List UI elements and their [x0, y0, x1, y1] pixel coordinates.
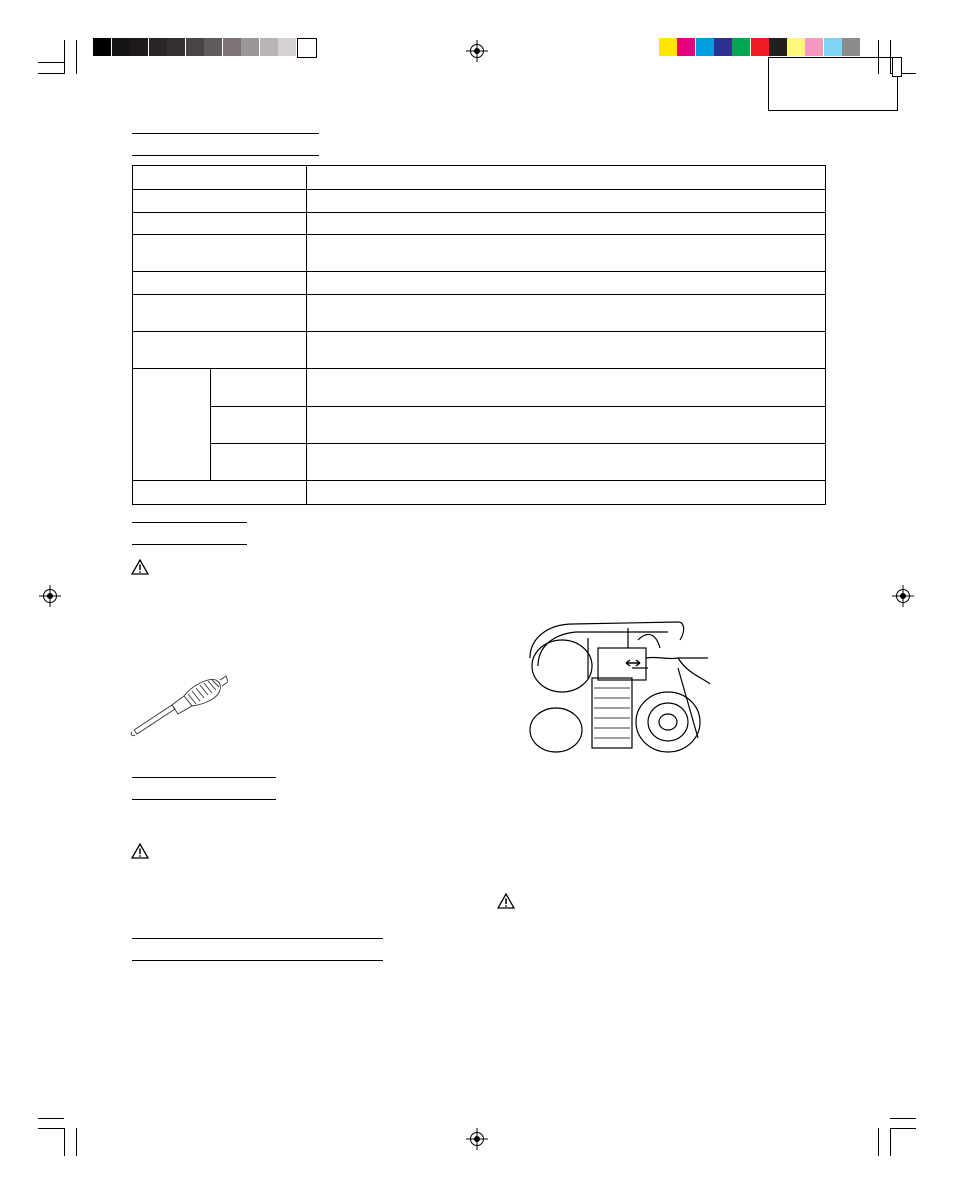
registration-crosshair-icon — [892, 585, 914, 607]
table-cell — [307, 213, 826, 235]
registration-crosshair-icon — [466, 40, 488, 62]
table-row — [133, 295, 826, 332]
table-row — [133, 213, 826, 235]
table-cell — [307, 272, 826, 295]
table-cell — [307, 369, 826, 407]
table-cell — [133, 166, 307, 190]
color-swatch — [186, 38, 204, 56]
table-cell — [211, 369, 307, 407]
crop-mark — [890, 1128, 891, 1156]
crop-mark — [64, 1128, 65, 1156]
registration-crosshair-icon — [39, 585, 61, 607]
table-cell — [211, 444, 307, 481]
color-swatch — [751, 38, 769, 56]
table-cell — [133, 369, 211, 481]
table-row — [133, 235, 826, 272]
crop-mark — [890, 1128, 916, 1129]
color-swatch — [696, 38, 714, 56]
table-row — [133, 166, 826, 190]
color-swatch — [260, 38, 278, 56]
table-cell — [133, 235, 307, 272]
table-cell — [133, 481, 307, 505]
registration-crosshair-icon — [466, 1128, 488, 1150]
color-swatch — [223, 38, 241, 56]
crop-mark — [64, 40, 65, 74]
crop-mark — [878, 1128, 879, 1156]
table-cell — [307, 166, 826, 190]
color-swatch — [677, 38, 695, 56]
specifications-table — [132, 165, 826, 505]
crop-mark — [38, 73, 64, 74]
color-swatch — [842, 38, 860, 56]
color-swatch — [149, 38, 167, 56]
color-swatch — [130, 38, 148, 56]
color-swatch — [732, 38, 750, 56]
page-tab-marker — [892, 57, 902, 77]
table-row — [133, 369, 826, 407]
color-swatch — [805, 38, 823, 56]
color-swatch — [787, 38, 805, 56]
compressor-with-hand-illustration — [528, 618, 718, 753]
section-heading-rule — [132, 522, 247, 545]
crop-mark — [38, 1118, 64, 1119]
warning-icon — [131, 843, 149, 859]
color-swatch — [93, 38, 111, 56]
table-row — [133, 332, 826, 369]
page-tab-box — [768, 57, 898, 111]
section-heading-rule — [132, 777, 276, 800]
color-swatch — [297, 38, 317, 58]
table-cell — [211, 407, 307, 444]
color-swatch — [278, 38, 296, 56]
color-swatch — [112, 38, 130, 56]
warning-icon — [131, 559, 149, 575]
table-row — [133, 272, 826, 295]
table-cell — [307, 190, 826, 213]
color-swatch — [659, 38, 677, 56]
crop-mark — [890, 1118, 916, 1119]
table-cell — [307, 481, 826, 505]
table-cell — [133, 332, 307, 369]
section-heading-rule — [132, 133, 319, 156]
color-swatch — [769, 38, 787, 56]
table-cell — [133, 272, 307, 295]
table-row — [133, 407, 826, 444]
crop-mark — [76, 40, 77, 74]
table-cell — [307, 407, 826, 444]
crop-mark — [38, 1128, 64, 1129]
color-swatch — [204, 38, 222, 56]
color-swatch — [824, 38, 842, 56]
section-heading-rule — [132, 938, 383, 961]
crop-mark — [76, 1128, 77, 1156]
table-cell — [307, 295, 826, 332]
table-cell — [307, 444, 826, 481]
color-swatch — [241, 38, 259, 56]
table-row — [133, 444, 826, 481]
table-row — [133, 190, 826, 213]
table-cell — [133, 213, 307, 235]
table-cell — [307, 235, 826, 272]
color-swatch — [714, 38, 732, 56]
table-cell — [133, 190, 307, 213]
table-row — [133, 481, 826, 505]
table-cell — [307, 332, 826, 369]
screwdriver-nozzle-illustration — [128, 672, 228, 740]
warning-icon — [497, 893, 515, 909]
table-cell — [133, 295, 307, 332]
crop-mark — [38, 62, 64, 63]
color-swatch — [167, 38, 185, 56]
